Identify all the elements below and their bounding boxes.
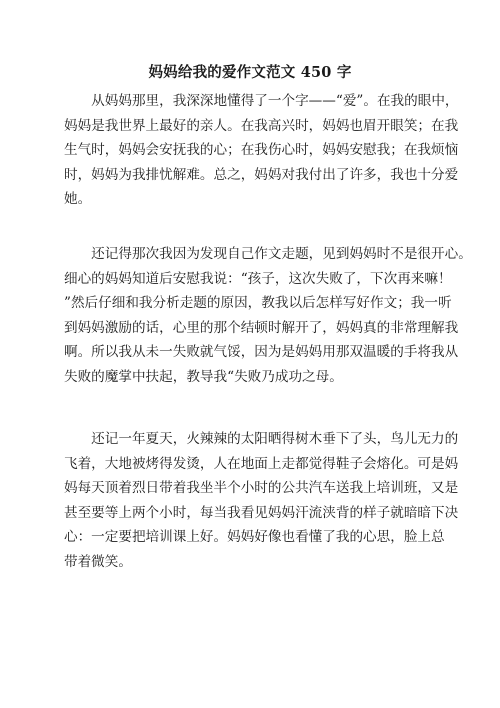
paragraph-line: 到妈妈激励的话，心里的那个结顿时解开了，妈妈真的非常理解我 (64, 319, 459, 336)
paragraph-line: 飞着，大地被烤得发烫，人在地面上走都觉得鞋子会熔化。可是妈 (64, 455, 459, 472)
paragraph-line: 甚至要等上两个小时，每当我看见妈妈汗流浃背的样子就暗暗下决 (64, 504, 459, 521)
paragraph-line: 带着微笑。 (64, 553, 132, 570)
paragraph-2 (64, 242, 472, 390)
paragraph-line: 生气时，妈妈会安抚我的心；在我伤心时，妈妈安慰我；在我烦恼 (64, 142, 459, 159)
paragraph-line: 她。 (64, 191, 92, 208)
paragraph-3 (64, 427, 459, 575)
paragraph-line: 还记得那次我因为发现自己作文走题，见到妈妈时不是很开心。 (64, 246, 472, 262)
paragraph-line: 妈妈是我世界上最好的亲人。在我高兴时，妈妈也眉开眼笑；在我 (64, 117, 459, 134)
paragraph-line: 时，妈妈为我排忧解难。总之，妈妈对我付出了许多，我也十分爱 (64, 166, 459, 183)
paragraph-line: 心：一定要把培训课上好。妈妈好像也看懂了我的心思，脸上总 (64, 529, 445, 546)
document-title: 妈妈给我的爱作文范文 450 字 (148, 64, 352, 81)
paragraph-line: 从妈妈那里，我深深地懂得了一个字——“爱”。在我的眼中， (64, 93, 459, 109)
paragraph-line: ”然后仔细和我分析走题的原因，教我以后怎样写好作文；我一听 (64, 295, 452, 312)
paragraph-line: 失败的魔掌中扶起，教导我“失败乃成功之母。 (64, 368, 343, 385)
paragraph-line: 还记一年夏天，火辣辣的太阳晒得树木垂下了头，鸟儿无力的 (64, 431, 459, 447)
paragraph-line: 细心的妈妈知道后安慰我说：“孩子，这次失败了，下次再来嘛！ (64, 270, 452, 287)
paragraph-line: 妈每天顶着烈日带着我坐半个小时的公共汽车送我上培训班，又是 (64, 480, 459, 497)
paragraph-1 (64, 89, 459, 212)
paragraph-line: 啊。所以我从未一失败就气馁，因为是妈妈用那双温暖的手将我从 (64, 344, 459, 361)
